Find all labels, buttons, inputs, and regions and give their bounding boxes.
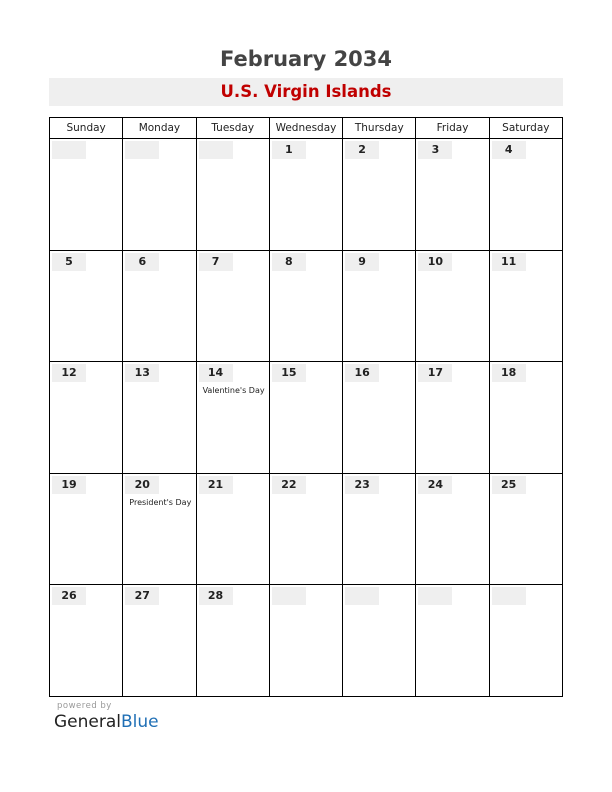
powered-by-label: powered by xyxy=(57,701,112,711)
weekday-wednesday: Wednesday xyxy=(270,118,343,138)
weekday-tuesday: Tuesday xyxy=(197,118,270,138)
day-cell xyxy=(343,251,416,362)
day-cell xyxy=(416,362,489,473)
day-cell xyxy=(50,362,123,473)
day-cell xyxy=(270,362,343,473)
empty-day-marker xyxy=(272,587,306,605)
calendar-weeks xyxy=(50,139,562,696)
day-number: 11 xyxy=(492,253,526,271)
day-cell xyxy=(123,139,196,250)
week-row xyxy=(50,251,562,363)
day-cell xyxy=(343,585,416,696)
day-cell xyxy=(416,251,489,362)
day-cell xyxy=(416,585,489,696)
day-cell xyxy=(197,251,270,362)
week-row xyxy=(50,362,562,474)
day-cell xyxy=(123,251,196,362)
empty-day-marker xyxy=(199,141,233,159)
day-number: 15 xyxy=(272,364,306,382)
holiday-label: Valentine's Day xyxy=(202,386,265,396)
day-cell xyxy=(50,585,123,696)
day-cell xyxy=(197,362,270,473)
day-number: 19 xyxy=(52,476,86,494)
empty-day-marker xyxy=(52,141,86,159)
day-number: 24 xyxy=(418,476,452,494)
day-cell xyxy=(197,585,270,696)
brand-blue: Blue xyxy=(121,712,159,732)
empty-day-marker xyxy=(125,141,159,159)
day-cell xyxy=(197,139,270,250)
day-cell xyxy=(123,474,196,585)
day-number: 2 xyxy=(345,141,379,159)
day-cell xyxy=(343,474,416,585)
day-number: 3 xyxy=(418,141,452,159)
weekday-thursday: Thursday xyxy=(343,118,416,138)
day-number: 1 xyxy=(272,141,306,159)
weekday-monday: Monday xyxy=(123,118,196,138)
day-cell xyxy=(343,139,416,250)
day-cell xyxy=(490,362,562,473)
day-number: 21 xyxy=(199,476,233,494)
day-number: 22 xyxy=(272,476,306,494)
day-number: 10 xyxy=(418,253,452,271)
day-number: 4 xyxy=(492,141,526,159)
page-title: February 2034 xyxy=(219,47,393,71)
weekday-sunday: Sunday xyxy=(50,118,123,138)
day-number: 12 xyxy=(52,364,86,382)
holiday-label: President's Day xyxy=(129,497,192,507)
day-cell xyxy=(490,474,562,585)
day-cell xyxy=(343,362,416,473)
day-number: 5 xyxy=(52,253,86,271)
day-number: 16 xyxy=(345,364,379,382)
empty-day-marker xyxy=(345,587,379,605)
day-cell xyxy=(270,585,343,696)
weekday-header xyxy=(50,118,562,139)
week-row xyxy=(50,139,562,251)
day-number: 23 xyxy=(345,476,379,494)
day-number: 20 xyxy=(125,476,159,494)
day-cell xyxy=(490,139,562,250)
day-number: 13 xyxy=(125,364,159,382)
day-number: 28 xyxy=(199,587,233,605)
empty-day-marker xyxy=(492,587,526,605)
day-cell xyxy=(123,585,196,696)
region-title: U.S. Virgin Islands xyxy=(220,82,392,101)
week-row xyxy=(50,474,562,586)
week-row xyxy=(50,585,562,696)
day-number: 9 xyxy=(345,253,379,271)
day-cell xyxy=(50,474,123,585)
day-number: 14 xyxy=(199,364,233,382)
day-cell xyxy=(416,474,489,585)
weekday-friday: Friday xyxy=(416,118,489,138)
day-number: 25 xyxy=(492,476,526,494)
day-cell xyxy=(50,139,123,250)
brand-logo xyxy=(54,712,159,732)
day-cell xyxy=(123,362,196,473)
day-number: 7 xyxy=(199,253,233,271)
day-number: 27 xyxy=(125,587,159,605)
empty-day-marker xyxy=(418,587,452,605)
day-cell xyxy=(270,474,343,585)
day-number: 26 xyxy=(52,587,86,605)
day-cell xyxy=(416,139,489,250)
day-cell xyxy=(50,251,123,362)
day-number: 17 xyxy=(418,364,452,382)
calendar-grid xyxy=(49,117,563,697)
day-cell xyxy=(197,474,270,585)
day-cell xyxy=(270,139,343,250)
day-cell xyxy=(270,251,343,362)
day-cell xyxy=(490,251,562,362)
day-number: 6 xyxy=(125,253,159,271)
weekday-saturday: Saturday xyxy=(502,122,550,134)
day-cell xyxy=(490,585,562,696)
brand-general: General xyxy=(54,712,121,732)
day-number: 8 xyxy=(272,253,306,271)
day-number: 18 xyxy=(492,364,526,382)
